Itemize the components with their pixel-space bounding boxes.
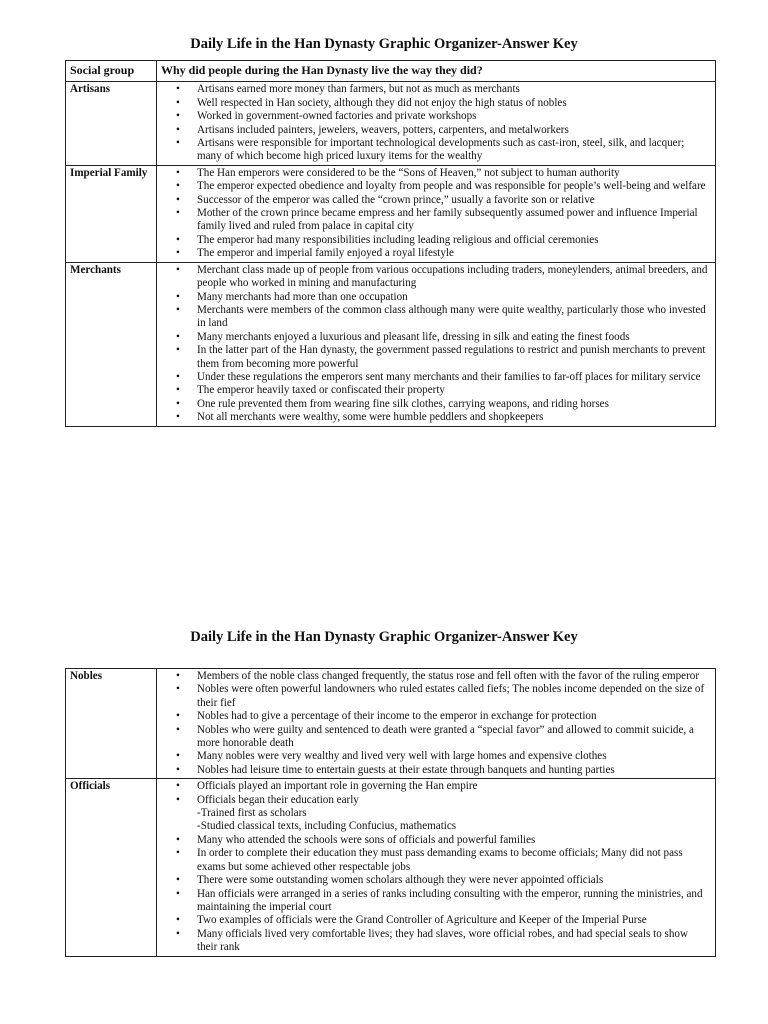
group-details-imperial-family [157, 165, 716, 262]
list-item: • Many officials lived very comfortable lives; they had slaves, wore official robes, and had special seals to show their rank [157, 928, 711, 955]
list-item: • Artisans were responsible for important technological developments such as cast-iron, steel, silk, and lacquer; many of which become high priced luxury items for the wealthy [157, 137, 711, 164]
group-details-merchants [157, 262, 716, 426]
bullet-list [157, 670, 711, 777]
list-item: • Artisans included painters, jewelers, weavers, potters, carpenters, and metalworkers [157, 124, 711, 137]
list-item: • Artisans earned more money than farmers, but not as much as merchants [157, 83, 711, 96]
list-item: • Nobles had leisure time to entertain guests at their estate through banquets and hunting parties [157, 764, 711, 777]
list-item: • In order to complete their education they must pass demanding exams to become officials; Many did not pass exams but some achieved other respectable jobs [157, 847, 711, 874]
table-row [66, 82, 716, 165]
group-details-artisans [157, 82, 716, 165]
list-item: • Mother of the crown prince became empress and her family subsequently assumed power and influence Imperial family lived and ruled from palace in capital city [157, 207, 711, 234]
bullet-list [157, 83, 711, 163]
list-item: • Officials played an important role in governing the Han empire [157, 780, 711, 793]
list-item: • Two examples of officials were the Grand Controller of Agriculture and Keeper of the Imperial Purse [157, 914, 711, 927]
list-item: • The emperor had many responsibilities including leading religious and official ceremonies [157, 234, 711, 247]
group-details-nobles [157, 669, 716, 779]
header-question: Why did people during the Han Dynasty live the way they did? [157, 61, 716, 82]
group-label-artisans: Artisans [66, 82, 157, 165]
list-item: • Nobles had to give a percentage of their income to the emperor in exchange for protection [157, 710, 711, 723]
graphic-organizer-table [65, 668, 716, 957]
sub-list-item: -Studied classical texts, including Confucius, mathematics [197, 820, 457, 833]
list-item: • Successor of the emperor was called the “crown prince,” usually a favorite son or relative [157, 194, 711, 207]
page-title: Daily Life in the Han Dynasty Graphic Organizer-Answer Key [190, 36, 578, 52]
bullet-list [157, 167, 711, 261]
list-item: • Nobles were often powerful landowners who ruled estates called fiefs; The nobles income depended on the size of their fief [157, 683, 711, 710]
list-item: • In the latter part of the Han dynasty, the government passed regulations to restrict and punish merchants to prevent them from becoming more powerful [157, 344, 711, 371]
list-item: • Nobles who were guilty and sentenced to death were granted a “special favor” and allowed to commit suicide, a more honorable death [157, 724, 711, 751]
bullet-list [157, 264, 711, 425]
page-title: Daily Life in the Han Dynasty Graphic Organizer-Answer Key [190, 629, 578, 645]
list-item: • Not all merchants were wealthy, some were humble peddlers and shopkeepers [157, 411, 711, 424]
list-item: • Many nobles were very wealthy and lived very well with large homes and expensive clothes [157, 750, 711, 763]
list-item: • Many merchants had more than one occupation [157, 291, 711, 304]
list-item: • Many who attended the schools were sons of officials and powerful families [157, 834, 711, 847]
list-item: • Many merchants enjoyed a luxurious and pleasant life, dressing in silk and eating the finest foods [157, 331, 711, 344]
group-label-nobles: Nobles [66, 669, 157, 779]
table-row [66, 262, 716, 426]
list-item: • The emperor expected obedience and loyalty from people and was responsible for people’s well-being and welfare [157, 180, 711, 193]
table-row [66, 779, 716, 956]
header-social-group: Social group [66, 61, 157, 82]
list-item: • There were some outstanding women scholars although they were never appointed officials [157, 874, 711, 887]
group-details-officials [157, 779, 716, 956]
list-item: • Merchant class made up of people from various occupations including traders, moneylenders, animal breeders, and people who worked in mining and manufacturing [157, 264, 711, 291]
group-label-officials: Officials [66, 779, 157, 956]
list-item: • The Han emperors were considered to be the “Sons of Heaven,” not subject to human authority [157, 167, 711, 180]
table-header-row [66, 61, 716, 82]
list-item: • Officials began their education early [157, 794, 711, 807]
group-label-merchants: Merchants [66, 262, 157, 426]
list-item: • The emperor heavily taxed or confiscated their property [157, 384, 711, 397]
list-item: • The emperor and imperial family enjoyed a royal lifestyle [157, 247, 711, 260]
list-item: • Han officials were arranged in a series of ranks including consulting with the emperor, running the ministries, and maintaining the imperial court [157, 888, 711, 915]
graphic-organizer-table [65, 60, 716, 427]
list-item: • Members of the noble class changed frequently, the status rose and fell often with the favor of the ruling emperor [157, 670, 711, 683]
bullet-list [157, 780, 711, 954]
list-item: • Under these regulations the emperors sent many merchants and their families to far-off places for military service [157, 371, 711, 384]
list-item: • One rule prevented them from wearing fine silk clothes, carrying weapons, and riding horses [157, 398, 711, 411]
table-row [66, 669, 716, 779]
list-item: • Merchants were members of the common class although many were quite wealthy, particularly those who invested in land [157, 304, 711, 331]
group-label-imperial-family: Imperial Family [66, 165, 157, 262]
list-item: • Worked in government-owned factories and private workshops [157, 110, 711, 123]
sub-list-item: -Trained first as scholars [197, 807, 307, 820]
table-row [66, 165, 716, 262]
list-item: • Well respected in Han society, although they did not enjoy the high status of nobles [157, 97, 711, 110]
